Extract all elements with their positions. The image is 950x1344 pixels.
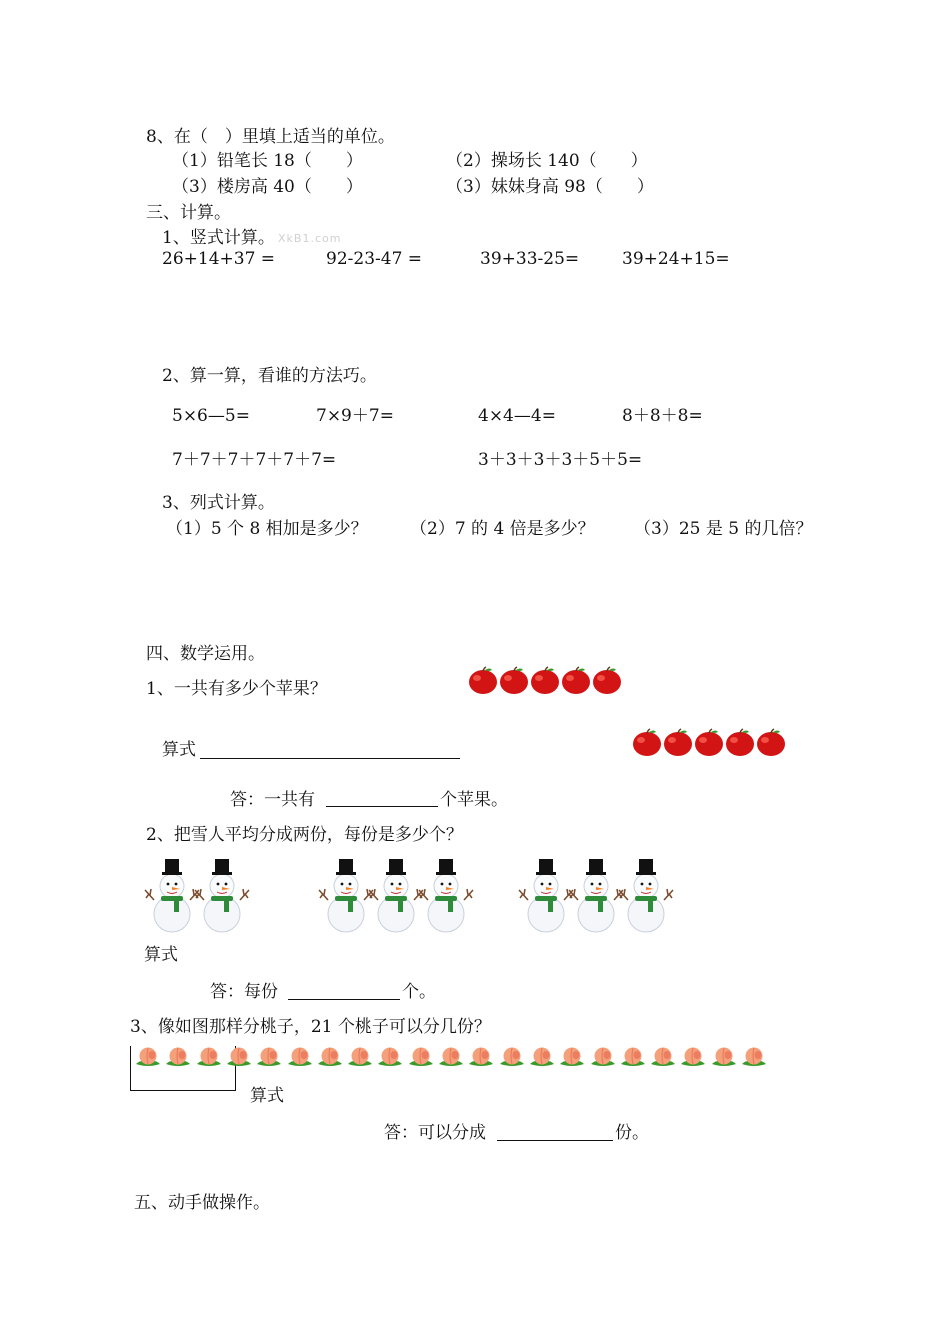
section3-title: 三、计算。 <box>146 203 231 223</box>
q8-item-4: （3）妹妹身高 98（ ） <box>446 177 654 197</box>
expression-calc-title: 3、列式计算。 <box>162 493 275 513</box>
vertical-calc-3: 39+33-25= <box>480 249 580 269</box>
apple-icon <box>468 666 498 694</box>
snowman-icon <box>568 856 624 936</box>
apple-icon <box>663 728 693 756</box>
smart-calc-5: 7＋7＋7＋7＋7＋7= <box>172 450 337 470</box>
vertical-calc-title: 1、竖式计算。 <box>162 228 275 248</box>
peach-icon <box>376 1046 404 1068</box>
snowman-icon <box>318 856 374 936</box>
apple-formula-label: 算式 <box>162 740 196 760</box>
snowman-formula-label: 算式 <box>144 945 178 965</box>
snowman-question: 2、把雪人平均分成两份，每份是多少个？ <box>146 825 463 845</box>
apple-answer-prefix: 答：一共有 <box>230 790 315 810</box>
snowman-answer-blank[interactable] <box>288 999 400 1000</box>
section5-title: 五、动手做操作。 <box>134 1193 270 1213</box>
apple-formula-blank[interactable] <box>200 758 460 759</box>
apple-icon <box>632 728 662 756</box>
watermark: XkB1.com <box>278 232 342 245</box>
section4-title: 四、数学运用。 <box>146 644 265 664</box>
peach-icon <box>225 1046 253 1068</box>
peach-icon <box>195 1046 223 1068</box>
snowman-answer-prefix: 答：每份 <box>210 982 278 1002</box>
peach-icon <box>558 1046 586 1068</box>
vertical-calc-2: 92-23-47 = <box>326 249 423 269</box>
peach-icon <box>467 1046 495 1068</box>
smart-calc-title: 2、算一算，看谁的方法巧。 <box>162 366 377 386</box>
apple-icon <box>694 728 724 756</box>
peach-icon <box>528 1046 556 1068</box>
peach-icon <box>740 1046 768 1068</box>
peach-icon <box>498 1046 526 1068</box>
peach-icon <box>649 1046 677 1068</box>
smart-calc-6: 3＋3＋3＋3＋5＋5= <box>478 450 643 470</box>
apple-icon <box>725 728 755 756</box>
peach-icon <box>710 1046 738 1068</box>
peach-formula-label: 算式 <box>250 1086 284 1106</box>
apple-icon <box>592 666 622 694</box>
peach-icon <box>619 1046 647 1068</box>
snowman-icon <box>194 856 250 936</box>
smart-calc-1: 5×6—5= <box>172 406 250 426</box>
peach-answer-prefix: 答：可以分成 <box>384 1123 486 1143</box>
snowman-icon <box>144 856 200 936</box>
expression-calc-2: （2）7 的 4 倍是多少？ <box>410 519 595 539</box>
peach-icon <box>255 1046 283 1068</box>
peach-answer-suffix: 份。 <box>615 1123 649 1143</box>
apple-answer-suffix: 个苹果。 <box>440 790 508 810</box>
apple-question: 1、一共有多少个苹果？ <box>146 679 327 699</box>
peach-icon <box>407 1046 435 1068</box>
apple-icon <box>756 728 786 756</box>
snowman-answer-suffix: 个。 <box>402 982 436 1002</box>
apple-icon <box>499 666 529 694</box>
snowman-icon <box>618 856 674 936</box>
peach-icon <box>679 1046 707 1068</box>
apple-answer-blank[interactable] <box>326 806 438 807</box>
snowman-icon <box>518 856 574 936</box>
q8-item-1: （1）铅笔长 18（ ） <box>172 151 363 171</box>
peach-icon <box>316 1046 344 1068</box>
peach-icon <box>346 1046 374 1068</box>
q8-item-2: （2）操场长 140（ ） <box>446 151 648 171</box>
smart-calc-4: 8＋8＋8= <box>622 406 703 426</box>
peach-question: 3、像如图那样分桃子，21 个桃子可以分几份？ <box>130 1017 491 1037</box>
apple-icon <box>530 666 560 694</box>
peach-icon <box>164 1046 192 1068</box>
q8-title: 8、在（ ）里填上适当的单位。 <box>146 127 395 147</box>
smart-calc-2: 7×9＋7= <box>316 406 394 426</box>
peach-icon <box>134 1046 162 1068</box>
vertical-calc-4: 39+24+15= <box>622 249 730 269</box>
snowman-icon <box>368 856 424 936</box>
q8-item-3: （3）楼房高 40（ ） <box>172 177 363 197</box>
peach-icon <box>437 1046 465 1068</box>
peach-icon <box>589 1046 617 1068</box>
expression-calc-1: （1）5 个 8 相加是多少？ <box>166 519 368 539</box>
vertical-calc-1: 26+14+37 = <box>162 249 276 269</box>
peach-answer-blank[interactable] <box>497 1140 613 1141</box>
peach-icon <box>286 1046 314 1068</box>
apple-icon <box>561 666 591 694</box>
smart-calc-3: 4×4—4= <box>478 406 556 426</box>
snowman-icon <box>418 856 474 936</box>
expression-calc-3: （3）25 是 5 的几倍？ <box>634 519 813 539</box>
